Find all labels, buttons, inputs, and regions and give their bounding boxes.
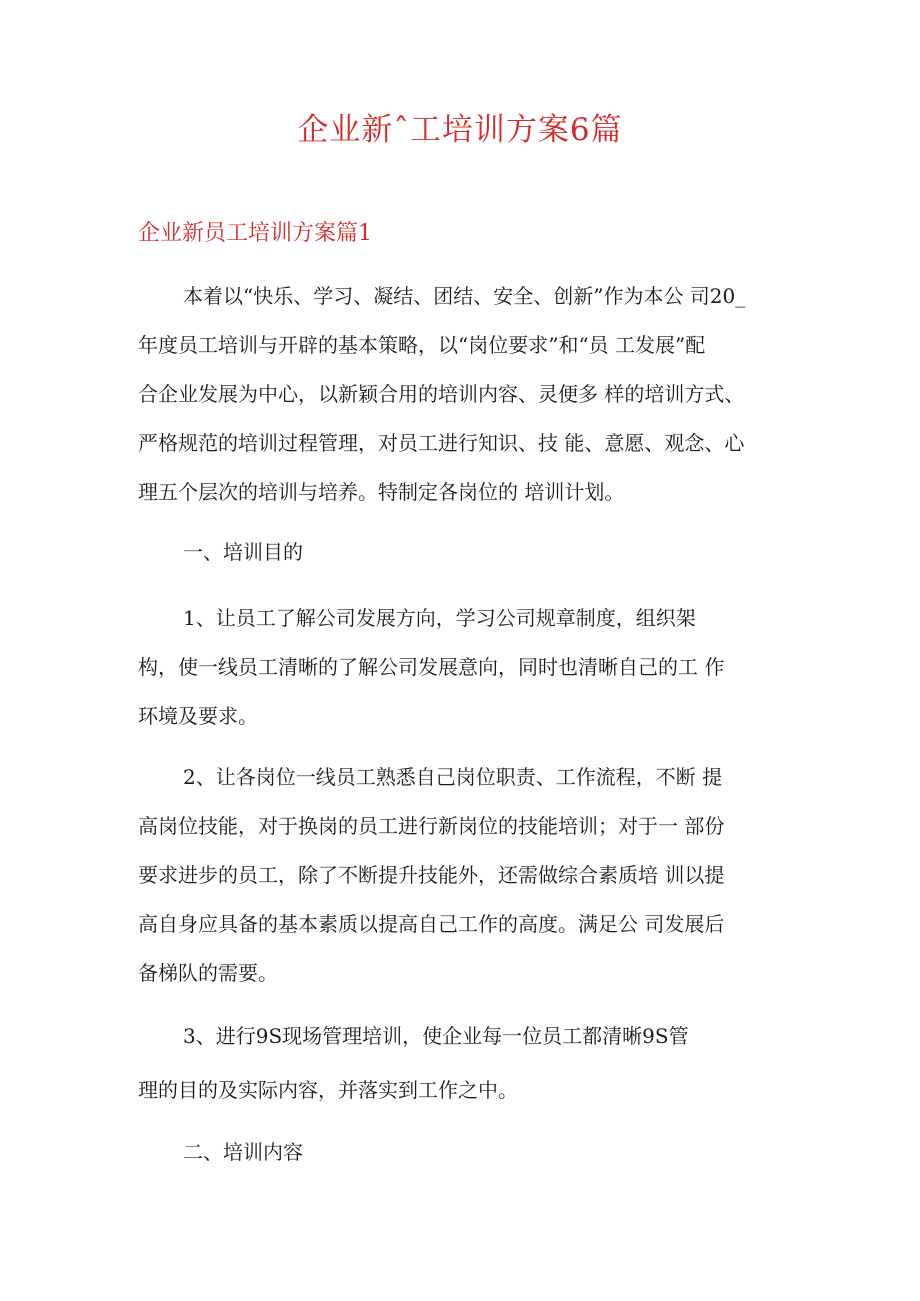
paragraph-line: 理五个层次的培训与培养。特制定各岗位的 培训计划。 xyxy=(138,480,625,504)
heading-training-purpose: 一、培训目的 xyxy=(183,540,303,564)
paragraph-line: 备梯队的需要。 xyxy=(138,961,278,985)
paragraph-line: 3、进行9S现场管理培训，使企业每一位员工都清晰9S管 xyxy=(183,1024,689,1048)
paragraph-line: 合企业发展为中心，以新颖合用的培训内容、灵便多 样的培训方式、 xyxy=(138,382,745,406)
paragraph-line: 1、让员工了解公司发展方向，学习公司规章制度，组织架 xyxy=(183,606,696,630)
paragraph-line: 理的目的及实际内容，并落实到工作之中。 xyxy=(138,1078,518,1102)
paragraph-line: 要求进步的员工，除了不断提升技能外，还需做综合素质培 训以提 xyxy=(138,863,725,887)
paragraph-line: 年度员工培训与开辟的基本策略，以“岗位要求”和“员 工发展”配 xyxy=(138,333,706,357)
paragraph-line: 2、让各岗位一线员工熟悉自己岗位职责、工作流程，不断 提 xyxy=(183,765,723,789)
paragraph-line: 严格规范的培训过程管理，对员工进行知识、技 能、意愿、观念、心 xyxy=(138,431,745,455)
paragraph-line: 构，使一线员工清晰的了解公司发展意向，同时也清晰自己的工 作 xyxy=(138,655,725,679)
paragraph-line: 高岗位技能，对于换岗的员工进行新岗位的技能培训；对于一 部份 xyxy=(138,814,725,838)
paragraph-line: 环境及要求。 xyxy=(138,704,258,728)
document-title: 企业新ˆ工培训方案6篇 xyxy=(297,112,623,148)
paragraph-line: 高自身应具备的基本素质以提高自己工作的高度。满足公 司发展后 xyxy=(138,912,725,936)
paragraph-line: 本着以“快乐、学习、凝结、团结、安全、创新”作为本公 司20_ xyxy=(183,284,746,308)
section-title: 企业新员工培训方案篇1 xyxy=(138,221,372,246)
heading-training-content: 二、培训内容 xyxy=(183,1140,303,1164)
